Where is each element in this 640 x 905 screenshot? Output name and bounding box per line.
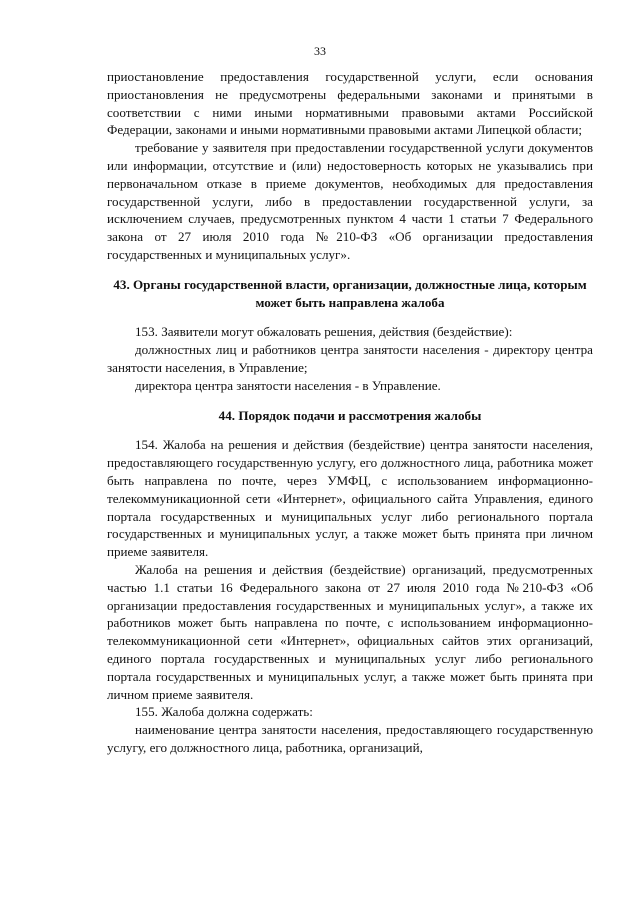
paragraph-153-director: директора центра занятости населения - в Управление. [135, 377, 441, 393]
paragraph-document-requirement: требование у заявителя при предоставлении государственной услуги документов или информации, отсутствие и (или) недостоверность которых не указывались при первоначальном отказе в приеме документов, необходимых для предоставления государственной услуги, либо в предоставлении государственной услуги, за исключением случаев, предусмотренных пунктом 4 части 1 статьи 7 Федерального закона от 27 июля 2010 года №210-ФЗ «Об организации предоставления государственных и муниципальных услуг». [107, 140, 593, 262]
paragraph-154: 154. Жалоба на решения и действия (бездействие) центра занятости населения, предоставляющего государственную услугу, его должностного лица, работника может быть направлена по почте, через УМФЦ, с использованием информационно-телекоммуникационной сети «Интернет», официального сайта Управления, единого портала государственных и муниципальных услуг либо регионального портала государственных и муниципальных услуг, а также может быть принята при личном приеме заявителя. [107, 437, 593, 560]
section-heading-43: 43. Органы государственной власти, организации, должностные лица, которым может быть направлена жалоба [113, 276, 587, 310]
paragraph-154-organizations: Жалоба на решения и действия (бездействие) организаций, предусмотренных частью 1.1 статьи 16 Федерального закона от 27 июля 2010 года №210-ФЗ «Об организации предоставления государственных и муниципальных услуг», а также их работников может быть направлена по почте, с использованием информационно-телекоммуникационной сети «Интернет», официальных сайтов этих организаций, единого портала государственных и муниципальных услуг либо регионального портала государственных и муниципальных услуг, а также может быть принята при личном приеме заявителя. [107, 561, 593, 702]
paragraph-155: 155. Жалоба должна содержать: [135, 704, 313, 720]
paragraph-153-officials: должностных лиц и работников центра занятости населения - директору центра занятости населения, в Управление; [107, 342, 593, 375]
paragraph-155-name: наименование центра занятости населения, предоставляющего государственную услугу, его должностного лица, работника, организаций, [107, 722, 593, 755]
document-body [107, 68, 593, 757]
paragraph-suspension-grounds: приостановление предоставления государственной услуги, если основания приостановления не предусмотрены федеральными законами и принятыми в соответствии с ними иными нормативными правовыми актами Российской Федерации, законами и иными нормативными правовыми актами Липецкой области; [107, 69, 593, 138]
section-heading-44: 44. Порядок подачи и рассмотрения жалобы [218, 407, 482, 423]
page-number: 33 [314, 44, 326, 58]
paragraph-153: 153. Заявители могут обжаловать решения, действия (бездействие): [135, 324, 513, 340]
